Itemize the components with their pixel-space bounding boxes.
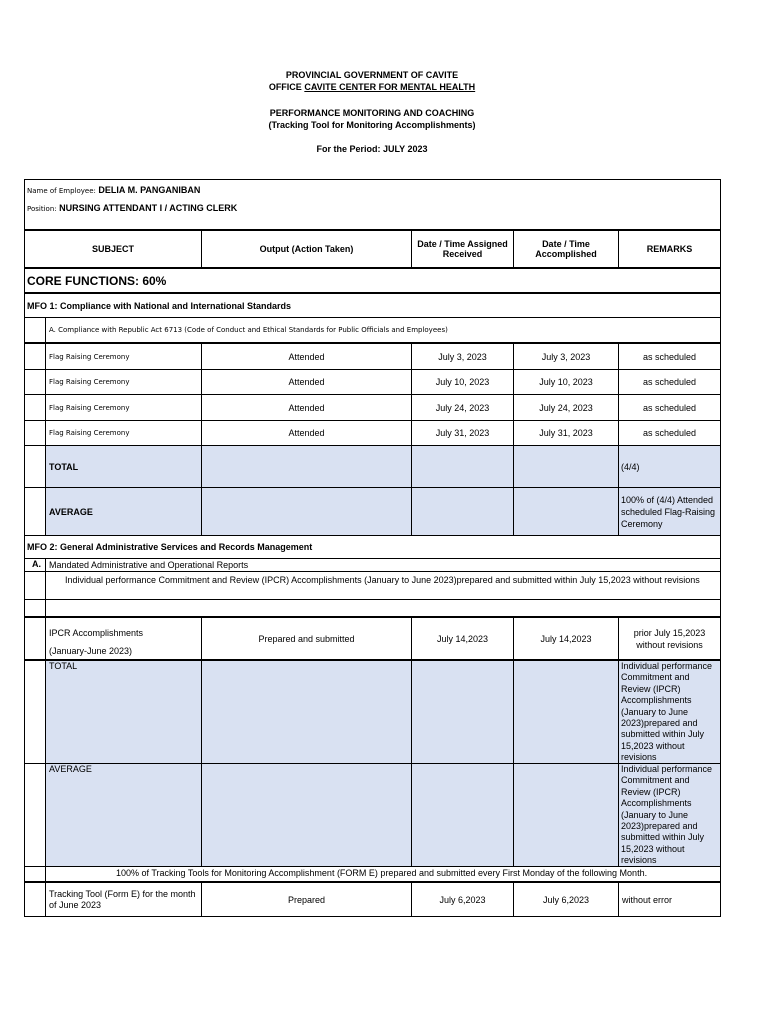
mfo2-total-remarks: Individual performance Commitment and Review (IPCR) Accomplishments (January to June 2023)prepared and submitted within July 15,2023 without revisions: [618, 661, 720, 763]
row-subject: Flag Raising Ceremony: [45, 395, 201, 420]
ipcr-output: Prepared and submitted: [201, 618, 411, 659]
column-header-subject: SUBJECT: [91, 244, 134, 254]
ipcr-date-assigned: July 14,2023: [411, 618, 513, 659]
forme-date-assigned: July 6,2023: [411, 883, 513, 916]
mfo2-average-output: [201, 764, 411, 866]
table-row: [25, 395, 720, 421]
mfo2-sub-title: Mandated Administrative and Operational Reports: [45, 559, 720, 571]
table-row: [25, 618, 720, 661]
mfo2-total-label: TOTAL: [45, 661, 201, 763]
mfo1-title-row: [25, 294, 720, 318]
mfo1-average-output: [201, 488, 411, 535]
mfo1-average-accomplished: [513, 488, 618, 535]
row-date-accomplished: July 24, 2023: [513, 395, 618, 420]
employee-name: DELIA M. PANGANIBAN: [98, 185, 201, 195]
employee-name-line: [27, 185, 200, 195]
table-row: [25, 370, 720, 395]
row-date-assigned: July 10, 2023: [411, 370, 513, 394]
office-prefix: OFFICE: [268, 82, 302, 92]
mfo1-average-label: AVERAGE: [45, 488, 201, 535]
ipcr-subject-line2: (January-June 2023): [49, 646, 133, 656]
employee-position-line: [27, 203, 237, 213]
document-title: PERFORMANCE MONITORING AND COACHING: [269, 108, 475, 118]
table-row: [25, 344, 720, 370]
row-remarks: as scheduled: [618, 421, 720, 445]
ipcr-remarks: prior July 15,2023 without revisions: [618, 618, 720, 659]
header-line1: PROVINCIAL GOVERNMENT OF CAVITE: [285, 70, 459, 80]
forme-remarks: without error: [618, 883, 720, 916]
column-header-date-accomplished: Date / Time Accomplished: [513, 231, 618, 267]
row-date-accomplished: July 3, 2023: [513, 344, 618, 369]
mfo1-subsection-row: [25, 318, 720, 344]
mfo1-total-label: TOTAL: [45, 446, 201, 487]
mfo2-average-accomplished: [513, 764, 618, 866]
mfo1-title: MFO 1: Compliance with National and International Standards: [27, 300, 292, 311]
mfo1-average-row: [25, 488, 720, 536]
row-output: Attended: [201, 395, 411, 420]
mfo2-average-row: [25, 764, 720, 867]
employee-position-label: Position:: [27, 205, 57, 213]
column-header-date-assigned: Date / Time Assigned Received: [411, 231, 513, 267]
mfo1-average-assigned: [411, 488, 513, 535]
mfo2-total-assigned: [411, 661, 513, 763]
core-functions-label: CORE FUNCTIONS: 60%: [27, 273, 167, 288]
tracking-table: [24, 179, 721, 917]
mfo2-spacer-row: [25, 600, 720, 618]
document-subtitle: (Tracking Tool for Monitoring Accomplishments): [268, 120, 476, 130]
mfo2-indicator2-row: [25, 867, 720, 883]
mfo2-sub-letter: A.: [32, 559, 41, 569]
row-date-assigned: July 3, 2023: [411, 344, 513, 369]
row-subject: Flag Raising Ceremony: [45, 370, 201, 394]
office-name: CAVITE CENTER FOR MENTAL HEALTH: [304, 82, 476, 92]
mfo2-total-row: [25, 661, 720, 764]
forme-date-accomplished: July 6,2023: [513, 883, 618, 916]
ipcr-subject-line1: IPCR Accomplishments: [49, 628, 144, 638]
column-header-remarks: REMARKS: [618, 231, 720, 267]
mfo2-subsection-row: [25, 559, 720, 572]
row-output: Attended: [201, 344, 411, 369]
row-remarks: as scheduled: [618, 344, 720, 369]
mfo2-spacer: [45, 600, 720, 616]
mfo1-subsection-a: A. Compliance with Republic Act 6713 (Code of Conduct and Ethical Standards for Public Officials and Employees): [45, 318, 720, 342]
mfo1-total-accomplished: [513, 446, 618, 487]
mfo2-title-row: [25, 536, 720, 559]
mfo2-average-remarks: Individual performance Commitment and Review (IPCR) Accomplishments (January to June 2023)prepared and submitted within July 15,2023 without revisions: [618, 764, 720, 866]
table-row: [25, 421, 720, 446]
row-subject: Flag Raising Ceremony: [45, 421, 201, 445]
mfo1-total-row: [25, 446, 720, 488]
ipcr-date-accomplished: July 14,2023: [513, 618, 618, 659]
row-date-accomplished: July 10, 2023: [513, 370, 618, 394]
mfo2-total-output: [201, 661, 411, 763]
core-functions-row: [25, 269, 720, 294]
mfo2-indicator1: Individual performance Commitment and Review (IPCR) Accomplishments (January to June 2023)prepared and submitted within July 15,2023 without revisions: [45, 572, 720, 599]
row-date-accomplished: July 31, 2023: [513, 421, 618, 445]
mfo2-average-label: AVERAGE: [45, 764, 201, 866]
row-subject: Flag Raising Ceremony: [45, 344, 201, 369]
column-header-output: Output (Action Taken): [201, 231, 411, 267]
mfo2-title: MFO 2: General Administrative Services and Records Management: [27, 542, 313, 552]
column-header-row: [25, 231, 720, 269]
mfo1-average-remarks: 100% of (4/4) Attended scheduled Flag-Raising Ceremony: [618, 488, 720, 535]
mfo2-total-accomplished: [513, 661, 618, 763]
employee-position: NURSING ATTENDANT I / ACTING CLERK: [59, 203, 238, 213]
mfo1-total-output: [201, 446, 411, 487]
mfo1-total-assigned: [411, 446, 513, 487]
employee-name-label: Name of Employee:: [27, 187, 96, 195]
row-remarks: as scheduled: [618, 370, 720, 394]
row-remarks: as scheduled: [618, 395, 720, 420]
period: For the Period: JULY 2023: [316, 144, 428, 154]
row-date-assigned: July 31, 2023: [411, 421, 513, 445]
mfo2-average-assigned: [411, 764, 513, 866]
row-date-assigned: July 24, 2023: [411, 395, 513, 420]
mfo2-indicator1-row: [25, 572, 720, 600]
mfo2-indicator2: 100% of Tracking Tools for Monitoring Accomplishment (FORM E) prepared and submitted every First Monday of the following Month.: [45, 867, 720, 881]
ipcr-subject: [45, 618, 201, 659]
header-office: [0, 81, 744, 93]
mfo1-total-remarks: (4/4): [618, 446, 720, 487]
forme-output: Prepared: [201, 883, 411, 916]
row-output: Attended: [201, 421, 411, 445]
table-row: [25, 883, 720, 917]
employee-info: [25, 180, 720, 231]
forme-subject: Tracking Tool (Form E) for the month of June 2023: [45, 883, 201, 916]
row-output: Attended: [201, 370, 411, 394]
